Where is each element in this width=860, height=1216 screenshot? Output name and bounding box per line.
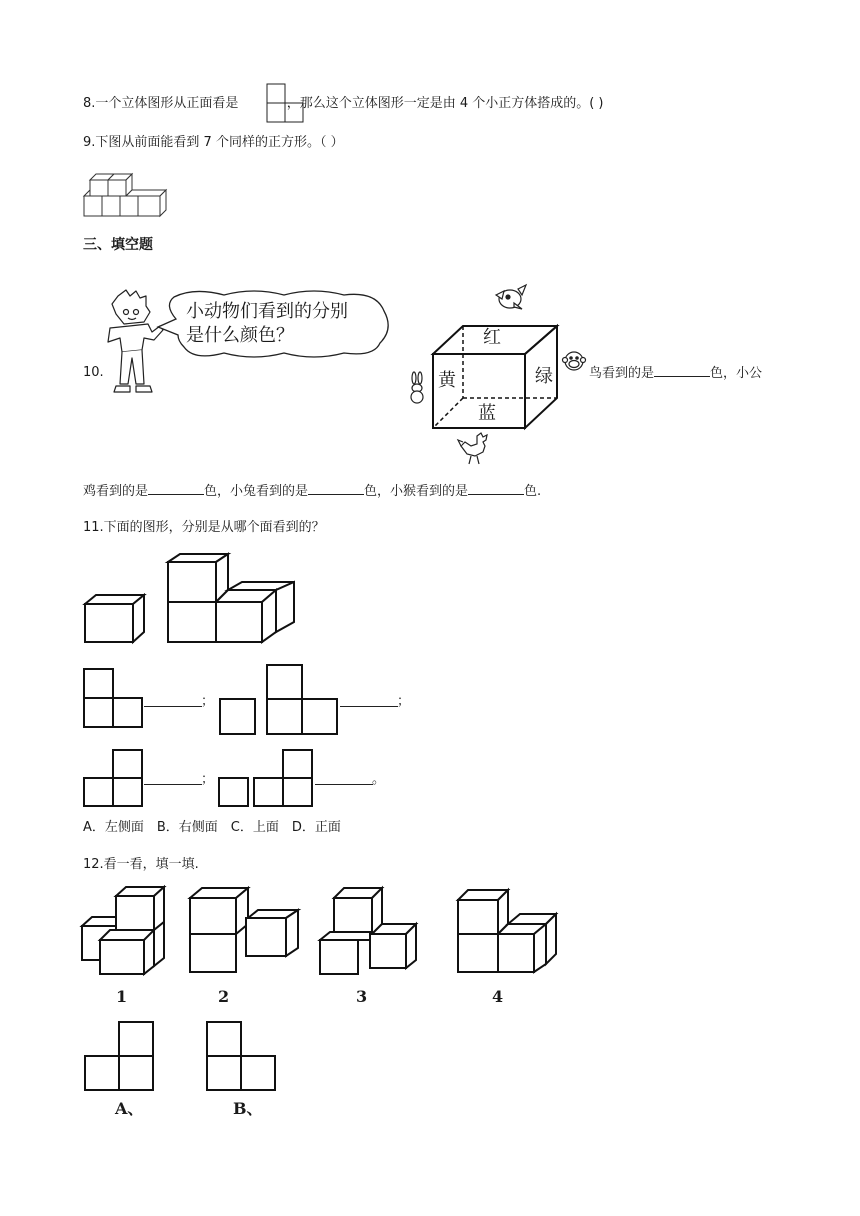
bird-icon	[492, 283, 528, 313]
q12-option-b-figure	[205, 1020, 279, 1094]
q12-text: 12.看一看，填一填.	[83, 857, 199, 872]
q12-option-a-label: A、	[115, 1099, 144, 1118]
q11-view-4	[217, 748, 315, 808]
speech-line-1: 小动物们看到的分别	[186, 301, 348, 322]
q11-view-2	[218, 663, 340, 737]
q10-line2	[83, 482, 541, 501]
q10-monkey-label: 色，小猴看到的是	[364, 484, 469, 499]
q11-text: 11.下面的图形，分别是从哪个面看到的？	[83, 520, 325, 535]
q8-text-before: 8.一个立体图形从正面看是	[83, 96, 239, 111]
q8-front-view-figure	[266, 83, 306, 123]
cube-face-top: 红	[483, 327, 501, 348]
q12-figures	[80, 884, 560, 976]
q10-rooster-label: 鸡看到的是	[83, 484, 149, 499]
q11-blank-4[interactable]	[315, 784, 373, 785]
cube-face-right: 绿	[535, 366, 553, 387]
cube-face-bottom: 蓝	[478, 403, 496, 424]
rooster-answer-blank[interactable]	[148, 482, 204, 495]
q11-blank-1[interactable]	[144, 706, 202, 707]
q10-bird-label: 鸟看到的是	[589, 366, 655, 381]
q10-line2-end: 色.	[524, 484, 542, 499]
section3-title: 三、填空题	[83, 237, 153, 253]
rabbit-answer-blank[interactable]	[308, 482, 364, 495]
speech-bubble	[154, 289, 390, 359]
monkey-icon	[562, 349, 586, 373]
q11-blank-2[interactable]	[340, 706, 398, 707]
q12-label-3: 3	[356, 987, 368, 1006]
rooster-icon	[457, 432, 493, 466]
q12-option-a-figure	[83, 1020, 157, 1094]
monkey-answer-blank[interactable]	[468, 482, 524, 495]
q12-option-b-label: B、	[233, 1099, 263, 1118]
rabbit-icon	[408, 372, 426, 404]
q10-rabbit-label: 色，小兔看到的是	[204, 484, 309, 499]
q11-sep-3: ；	[201, 772, 215, 787]
q12-label-1: 1	[116, 987, 128, 1006]
q10-number: 10.	[83, 365, 104, 380]
q8-text-after: ，那么这个立体图形一定是由 4 个小正方体搭成的。( )	[286, 96, 604, 111]
q9-cube-figure	[82, 172, 168, 220]
speech-line-2: 是什么颜色？	[186, 325, 294, 346]
q8-line	[83, 95, 604, 113]
q10-line1-after: 色，小公	[710, 366, 763, 381]
q11-options: A．左侧面 B．右侧面 C．上面 D．正面	[83, 820, 341, 835]
q10-line1	[589, 364, 762, 383]
q11-sep-4: 。	[372, 772, 386, 787]
q11-sep-1: ；	[201, 694, 215, 709]
q12-label-4: 4	[492, 987, 504, 1006]
q9-text: 9.下图从前面能看到 7 个同样的正方形。（ ）	[83, 135, 344, 150]
q12-label-2: 2	[218, 987, 230, 1006]
q11-sep-2: ；	[397, 694, 411, 709]
cube-face-left: 黄	[438, 370, 456, 391]
q11-3d-figure	[82, 552, 298, 646]
q11-view-1	[82, 667, 144, 729]
bird-answer-blank[interactable]	[654, 364, 710, 377]
q11-view-3	[82, 748, 144, 808]
q11-blank-3[interactable]	[144, 784, 202, 785]
